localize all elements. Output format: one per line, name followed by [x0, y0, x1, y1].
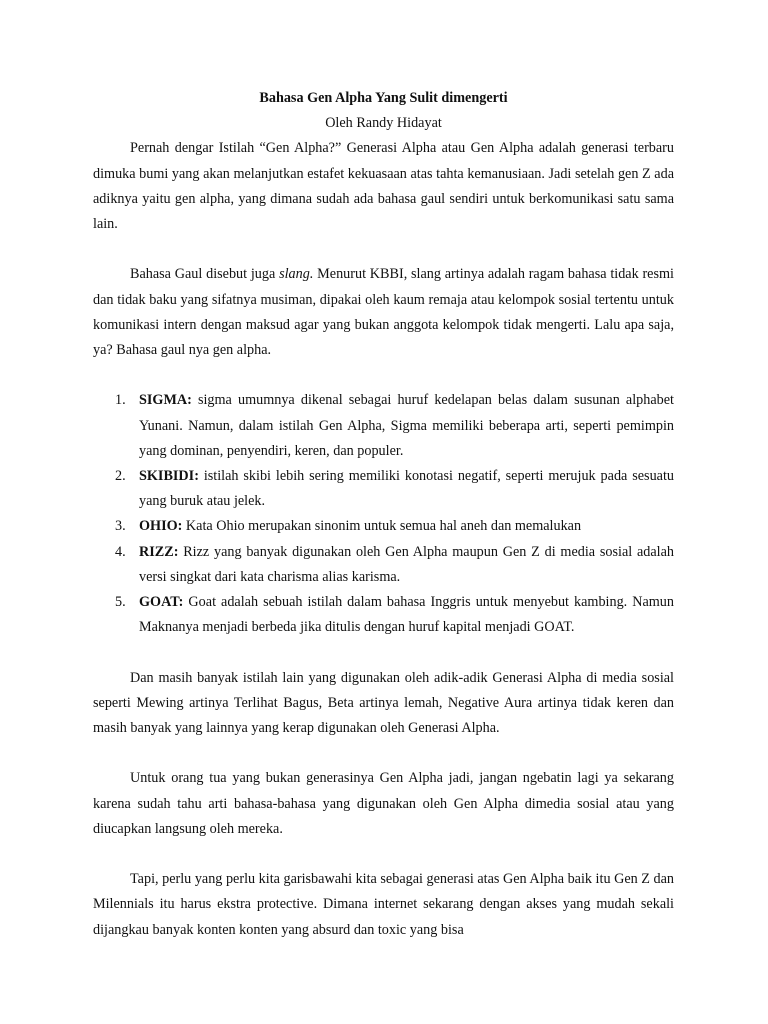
list-item-number: 3. [115, 518, 126, 535]
paragraph-protective: Tapi, perlu yang perlu kita garisbawahi kita sebagai generasi atas Gen Alpha baik itu Gen Z dan Milennials itu harus ekstra protective. Dimana internet sekarang dengan akses yang mudah sekali dijangkau banyak konten konten yang absurd dan toxic yang bisa [93, 871, 674, 938]
list-item-number: 1. [115, 392, 126, 409]
list-item-text: Rizz yang banyak digunakan oleh Gen Alpha maupun Gen Z di media sosial adalah versi singkat dari kata charisma alias karisma. [139, 543, 674, 585]
list-item-text: Goat adalah sebuah istilah dalam bahasa Inggris untuk menyebut kambing. Namun Maknanya menjadi berbeda jika ditulis dengan huruf kapital menjadi GOAT. [139, 594, 674, 636]
list-item [93, 540, 674, 590]
paragraph-spacer [93, 640, 674, 665]
paragraph-slang-italic: slang. [279, 266, 314, 283]
list-item-text: istilah skibi lebih sering memiliki konotasi negatif, seperti merujuk pada sesuatu yang buruk atau jelek. [139, 468, 674, 510]
document-title: Bahasa Gen Alpha Yang Sulit dimengerti [259, 90, 508, 106]
list-item-number: 4. [115, 543, 126, 560]
paragraph-slang [93, 262, 674, 363]
list-item-term: RIZZ: [139, 543, 179, 560]
paragraph-parents: Untuk orang tua yang bukan generasinya Gen Alpha jadi, jangan ngebatin lagi ya sekarang karena sudah tahu arti bahasa-bahasa yang digunakan oleh Gen Alpha dimedia sosial atau yang diucapkan langsung oleh mereka. [93, 770, 674, 837]
document-author: Oleh Randy Hidayat [325, 115, 442, 132]
paragraph-spacer [93, 363, 674, 388]
list-item [93, 590, 674, 640]
paragraph-slang-before: Bahasa Gaul disebut juga [130, 266, 280, 283]
paragraph-spacer [93, 842, 674, 867]
list-item [93, 388, 674, 464]
list-item-text: sigma umumnya dikenal sebagai huruf kedelapan belas dalam susunan alphabet Yunani. Namun, dalam istilah Gen Alpha, Sigma memiliki beberapa arti, seperti pemimpin yang dominan, penyendiri, keren, dan populer. [139, 392, 674, 459]
list-item-number: 2. [115, 468, 126, 485]
list-item-term: OHIO: [139, 518, 183, 535]
list-item-text: Kata Ohio merupakan sinonim untuk semua hal aneh dan memalukan [182, 518, 582, 535]
document-page [93, 86, 674, 943]
list-item [93, 464, 674, 514]
paragraph-intro: Pernah dengar Istilah “Gen Alpha?” Generasi Alpha atau Gen Alpha adalah generasi terbaru dimuka bumi yang akan melanjutkan estafet kekuasaan atas tahta kemanusiaan. Jadi setelah gen Z ada adiknya yaitu gen alpha, yang dimana sudah ada bahasa gaul sendiri untuk berkomunikasi satu sama lain. [93, 140, 674, 233]
paragraph-spacer [93, 741, 674, 766]
list-item-term: SKIBIDI: [139, 468, 199, 485]
list-item-term: GOAT: [139, 594, 184, 611]
paragraph-spacer [93, 237, 674, 262]
list-item-number: 5. [115, 594, 126, 611]
paragraph-slang-after: Menurut KBBI, slang artinya adalah ragam bahasa tidak resmi dan tidak baku yang sifatnya musiman, dipakai oleh kaum remaja atau kelompok sosial tertentu untuk komunikasi intern dengan maksud agar yang bukan anggota kelompok tidak mengerti. Lalu apa saja, ya? Bahasa gaul nya gen alpha. [93, 266, 674, 359]
list-item [93, 514, 674, 539]
list-item-term: SIGMA: [139, 392, 192, 409]
slang-term-list [93, 388, 674, 640]
paragraph-other-terms: Dan masih banyak istilah lain yang digunakan oleh adik-adik Generasi Alpha di media sosial seperti Mewing artinya Terlihat Bagus, Beta artinya lemah, Negative Aura artinya tidak keren dan masih banyak yang lainnya yang kerap digunakan oleh Generasi Alpha. [93, 669, 674, 737]
